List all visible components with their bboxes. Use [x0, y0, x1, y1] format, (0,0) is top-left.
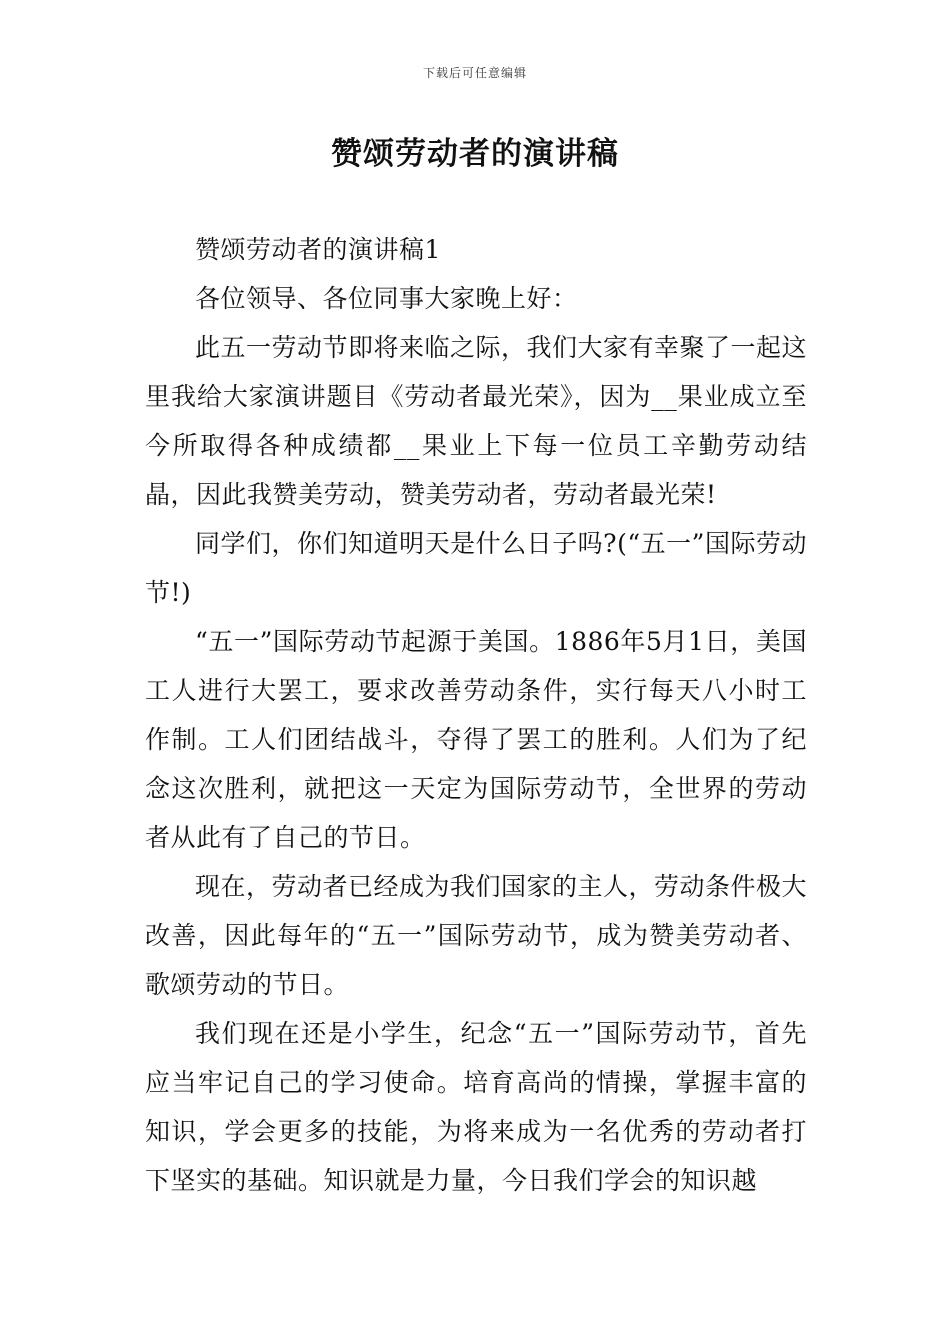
paragraph: 同学们，你们知道明天是什么日子吗?(“五一”国际劳动节!) — [145, 529, 807, 607]
paragraph: 现在，劳动者已经成为我们国家的主人，劳动条件极大改善，因此每年的“五一”国际劳动节，成为赞美劳动者、歌颂劳动的节日。 — [145, 872, 808, 999]
paragraph-greeting: 各位领导、各位同事大家晚上好： — [195, 284, 578, 313]
document-body — [145, 225, 807, 1205]
paragraph: 此五一劳动节即将来临之际，我们大家有幸聚了一起这里我给大家演讲题目《劳动者最光荣》，因为__果业成立至今所取得各种成绩都__果业上下每一位员工辛勤劳动结晶，因此我赞美劳动，赞美劳动者，劳动者最光荣! — [145, 333, 808, 509]
paragraph-subtitle: 赞颂劳动者的演讲稿1 — [195, 235, 441, 264]
document-title: 赞颂劳动者的演讲稿 — [331, 136, 619, 172]
paragraph: “五一”国际劳动节起源于美国。1886年5月1日，美国工人进行大罢工，要求改善劳动条件，实行每天八小时工作制。工人们团结战斗，夺得了罢工的胜利。人们为了纪念这次胜利，就把这一天定为国际劳动节，全世界的劳动者从此有了自己的节日。 — [145, 627, 807, 852]
header-note: 下载后可任意编辑 — [422, 66, 527, 80]
paragraph: 我们现在还是小学生，纪念“五一”国际劳动节，首先应当牢记自己的学习使命。培育高尚的情操，掌握丰富的知识，学会更多的技能，为将来成为一名优秀的劳动者打下坚实的基础。知识就是力量，今日我们学会的知识越 — [145, 1019, 807, 1195]
